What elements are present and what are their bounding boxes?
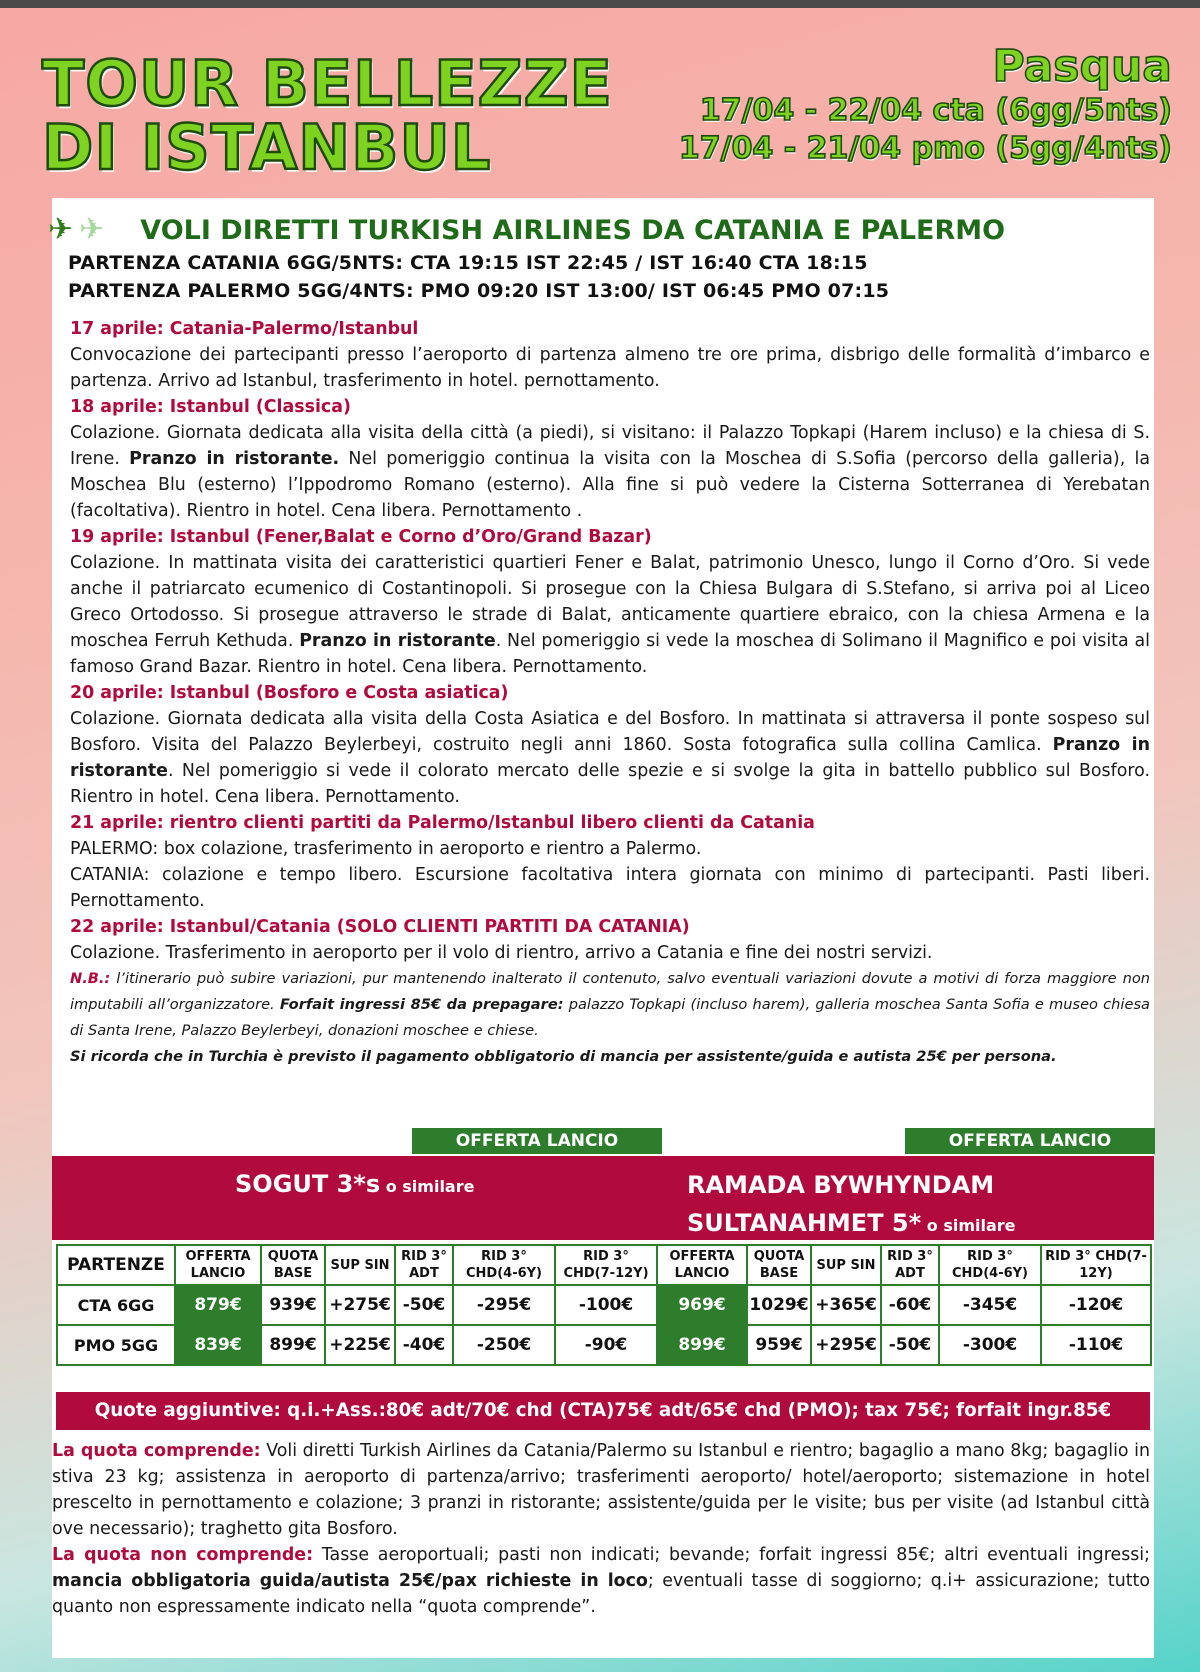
day-title: 19 aprile: Istanbul (Fener,Balat e Corno d’Oro/Grand Bazar) [70, 527, 652, 547]
day-text: Convocazione dei partecipanti presso l’aeroporto di partenza almeno tre ore prima, disbrigo delle formalità d’imbarco e partenza. Arrivo ad Istanbul, trasferimento in hotel. pernottamento. [70, 345, 1150, 391]
day-text: Colazione. Giornata dedicata alla visita della Costa Asiatica e del Bosforo. In mattinata si attraversa il ponte sospeso sul Bosforo. Visita del Palazzo Beylerbeyi, costruito negli anni 1860. Sosta fotografica sulla collina Camlica. Pranzo in ristorante. Nel pomeriggio si vede il colorato mercato delle spezie e si svolge la gita in battello pubblico sul Bosforo. Rientro in hotel. Cena libera. Pernottamento. [70, 709, 1150, 807]
table-cell: -345€ [939, 1285, 1041, 1325]
departure-catania: PARTENZA CATANIA 6GG/5NTS: CTA 19:15 IST 22:45 / IST 16:40 CTA 18:15 [68, 252, 868, 274]
table-cell: 1029€ [747, 1285, 811, 1325]
top-bar [0, 0, 1200, 8]
day-title: 20 aprile: Istanbul (Bosforo e Costa asiatica) [70, 683, 509, 703]
column-header: RID 3° CHD(4-6Y) [453, 1245, 555, 1285]
excludes-text: La quota non comprende: Tasse aeroportuali; pasti non indicati; bevande; forfait ingressi 85€; altri eventuali ingressi; mancia obbligatoria guida/autista 25€/pax richieste in loco; eventuali tasse di soggiorno; q.i+ assicurazione; tutto quanto non espressamente indicato nella “quota comprende”. [52, 1545, 1151, 1617]
day-text: CATANIA: colazione e tempo libero. Escursione facoltativa intera giornata con minimo di partecipanti. Pasti liberi. Pernottamento. [70, 865, 1150, 911]
table-cell: -90€ [555, 1325, 657, 1365]
table-cell: 969€ [657, 1285, 747, 1325]
table-cell: PMO 5GG [57, 1325, 175, 1365]
inclusions [52, 1438, 1150, 1620]
table-cell: -40€ [395, 1325, 453, 1365]
column-header: PARTENZE [57, 1245, 175, 1285]
table-cell: 899€ [657, 1325, 747, 1365]
day-text: Colazione. In mattinata visita dei caratteristici quartieri Fener e Balat, patrimonio Unesco, lungo il Corno d’Oro. Si vede anche il patriarcato ecumenico di Costantinopoli. Si prosegue con la Chiesa Bulgara di S.Stefano, si arriva poi al Liceo Greco Ortodosso. Si prosegue attraverso le strade di Balat, anticamente quartiere ebraico, con la chiesa Armena e la moschea Ferruh Kethuda. Pranzo in ristorante. Nel pomeriggio si vede la moschea di Solimano il Magnifico e poi visita al famoso Grand Bazar. Rientro in hotel. Cena libera. Pernottamento. [70, 553, 1150, 677]
table-cell: 899€ [261, 1325, 325, 1365]
itinerary [70, 316, 1150, 1070]
hotel-2-name: RAMADA BYWHYNDAM SULTANAHMET 5* o similare [687, 1171, 1016, 1237]
flight-header [48, 210, 1158, 250]
column-header: RID 3° ADT [395, 1245, 453, 1285]
day-text: PALERMO: box colazione, trasferimento in aeroporto e rientro a Palermo. [70, 839, 702, 859]
column-header: SUP SIN [811, 1245, 881, 1285]
day-text: Colazione. Trasferimento in aeroporto per il volo di rientro, arrivo a Catania e fine dei nostri servizi. [70, 943, 933, 963]
page-title [42, 47, 613, 184]
table-cell: -60€ [881, 1285, 939, 1325]
airplane-icon: ✈ [79, 212, 105, 247]
table-cell: -300€ [939, 1325, 1041, 1365]
table-cell: +295€ [811, 1325, 881, 1365]
column-header: RID 3° CHD(7-12Y) [1041, 1245, 1151, 1285]
season-box [679, 42, 1172, 168]
column-header: OFFERTA LANCIO [175, 1245, 261, 1285]
table-cell: 839€ [175, 1325, 261, 1365]
hotel-1-name: SOGUT 3*s o similare [235, 1170, 475, 1198]
column-header: QUOTA BASE [747, 1245, 811, 1285]
day-title: 17 aprile: Catania-Palermo/Istanbul [70, 319, 419, 339]
table-row [57, 1285, 1151, 1325]
additional-quotes-bar: Quote aggiuntive: q.i.+Ass.:80€ adt/70€ chd (CTA)75€ adt/65€ chd (PMO); tax 75€; forfait ingr.85€ [56, 1392, 1150, 1430]
column-header: QUOTA BASE [261, 1245, 325, 1285]
column-header: RID 3° CHD(4-6Y) [939, 1245, 1041, 1285]
dates-catania: 17/04 - 22/04 cta (6gg/5nts) [699, 93, 1172, 128]
tip-note: Si ricorda che in Turchia è previsto il pagamento obbligatorio di mancia per assistente/guida e autista 25€ per persona. [70, 1048, 1057, 1065]
offer-badge: OFFERTA LANCIO [412, 1128, 662, 1154]
nb-note: N.B.: l’itinerario può subire variazioni, pur mantenendo inalterato il contenuto, salvo eventuali variazioni dovute a motivi di forza maggiore non imputabili all’organizzatore. Forfait ingressi 85€ da prepagare: palazzo Topkapi (incluso harem), galleria moschea Santa Sofia e museo chiesa di Santa Irene, Palazzo Beylerbeyi, donazioni moschee e chiese. [70, 970, 1150, 1039]
day-title: 21 aprile: rientro clienti partiti da Palermo/Istanbul libero clienti da Catania [70, 813, 815, 833]
table-cell: -100€ [555, 1285, 657, 1325]
table-cell: 879€ [175, 1285, 261, 1325]
offer-badge: OFFERTA LANCIO [905, 1128, 1155, 1154]
column-header: SUP SIN [325, 1245, 395, 1285]
day-text: Colazione. Giornata dedicata alla visita della città (a piedi), si visitano: il Palazzo Topkapi (Harem incluso) e la chiesa di S. Irene. Pranzo in ristorante. Nel pomeriggio continua la visita con la Moschea di S.Sofia (percorso della galleria), la Moschea Blu (esterno) l’Ippodromo Romano (esterno). Alla fine si può vedere la Cisterna Sotterranea di Yerebatan (facoltativa). Rientro in hotel. Cena libera. Pernottamento . [70, 423, 1151, 521]
table-cell: -50€ [395, 1285, 453, 1325]
airplane-icon: ✈ [48, 212, 74, 247]
table-cell: +365€ [811, 1285, 881, 1325]
table-cell: 939€ [261, 1285, 325, 1325]
table-header-row [57, 1245, 1151, 1285]
departure-palermo: PARTENZA PALERMO 5GG/4NTS: PMO 09:20 IST 13:00/ IST 06:45 PMO 07:15 [68, 280, 890, 302]
day-title: 22 aprile: Istanbul/Catania (SOLO CLIENTI PARTITI DA CATANIA) [70, 917, 690, 937]
table-cell: -110€ [1041, 1325, 1151, 1365]
table-cell: -50€ [881, 1325, 939, 1365]
title-line-1: TOUR BELLEZZE [42, 47, 613, 120]
price-table [56, 1244, 1152, 1366]
table-cell: -250€ [453, 1325, 555, 1365]
flight-title: VOLI DIRETTI TURKISH AIRLINES DA CATANIA E PALERMO [140, 214, 1006, 246]
column-header: OFFERTA LANCIO [657, 1245, 747, 1285]
table-row [57, 1325, 1151, 1365]
season-title: Pasqua [992, 41, 1172, 92]
table-cell: 959€ [747, 1325, 811, 1365]
table-cell: -295€ [453, 1285, 555, 1325]
column-header: RID 3° ADT [881, 1245, 939, 1285]
table-cell: -120€ [1041, 1285, 1151, 1325]
table-cell: +275€ [325, 1285, 395, 1325]
table-cell: +225€ [325, 1325, 395, 1365]
table-cell: CTA 6GG [57, 1285, 175, 1325]
day-title: 18 aprile: Istanbul (Classica) [70, 397, 351, 417]
dates-palermo: 17/04 - 21/04 pmo (5gg/4nts) [678, 131, 1172, 166]
title-line-2: DI ISTANBUL [42, 111, 492, 184]
includes-text: La quota comprende: Voli diretti Turkish Airlines da Catania/Palermo su Istanbul e rientro; bagaglio a mano 8kg; bagaglio in stiva 23 kg; assistenza in aeroporto di partenza/arrivo; trasferimenti aeroporto/ hotel/aeroporto; sistemazione in hotel prescelto in pernottamento e colazione; 3 pranzi in ristorante; assistente/guida per le visite; bus per visite (ad Istanbul città ove necessario); traghetto gita Bosforo. [52, 1441, 1150, 1539]
column-header: RID 3° CHD(7-12Y) [555, 1245, 657, 1285]
